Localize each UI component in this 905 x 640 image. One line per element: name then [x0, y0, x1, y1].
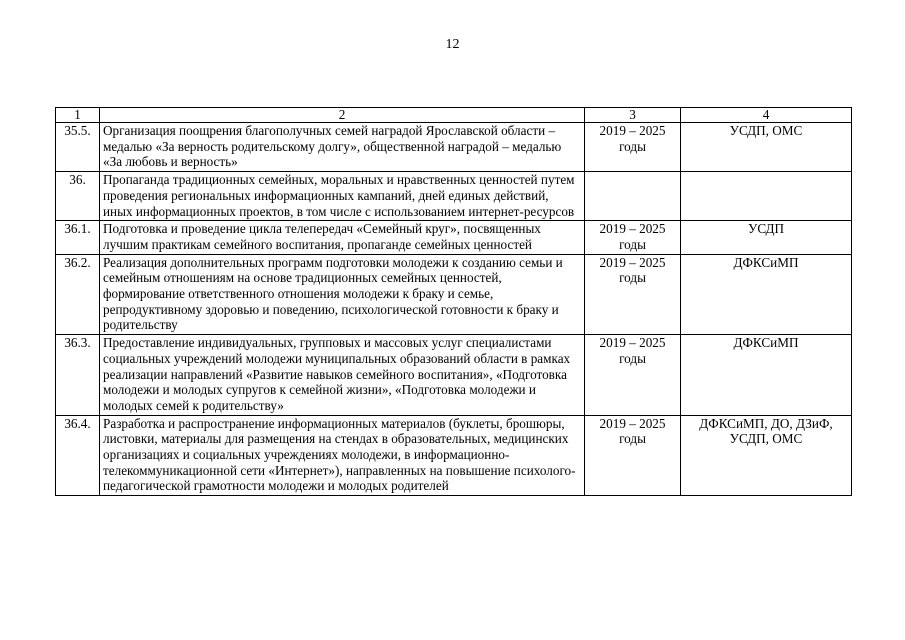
- item-period: 2019 – 2025 годы: [585, 221, 681, 254]
- item-executors: ДФКСиМП, ДО, ДЗиФ, УСДП, ОМС: [681, 415, 852, 496]
- item-period: 2019 – 2025 годы: [585, 415, 681, 496]
- header-col-4: 4: [681, 108, 852, 123]
- plan-table: [55, 107, 852, 496]
- item-number: 36.3.: [56, 335, 100, 416]
- header-col-2: 2: [100, 108, 585, 123]
- table-row: [56, 254, 852, 335]
- item-executors: УСДП: [681, 221, 852, 254]
- item-number: 36.: [56, 172, 100, 221]
- item-number: 36.4.: [56, 415, 100, 496]
- item-period: 2019 – 2025 годы: [585, 335, 681, 416]
- item-period: 2019 – 2025 годы: [585, 123, 681, 172]
- item-text: Пропаганда традиционных семейных, моральных и нравственных ценностей путем проведения региональных информационных кампаний, дней единых действий, иных информационных проектов, в том числе с использованием интернет-ресурсов: [100, 172, 585, 221]
- item-text: Предоставление индивидуальных, групповых и массовых услуг специалистами социальных учреждений молодежи муниципальных образований области в рамках реализации направлений «Развитие навыков семейного воспитания», «Подготовка молодежи и молодых супругов к семейной жизни», «Подготовка молодежи и молодых семей к родительству»: [100, 335, 585, 416]
- item-executors: ДФКСиМП: [681, 335, 852, 416]
- page-number: 12: [445, 37, 460, 52]
- item-number: 35.5.: [56, 123, 100, 172]
- item-text: Подготовка и проведение цикла телепередач «Семейный круг», посвященных лучшим практикам семейного воспитания, пропаганде семейных ценностей: [100, 221, 585, 254]
- item-period: 2019 – 2025 годы: [585, 254, 681, 335]
- item-text: Организация поощрения благополучных семей наградой Ярославской области – медалью «За верность родительскому долгу», общественной наградой – медалью «За любовь и верность»: [100, 123, 585, 172]
- table-row: [56, 415, 852, 496]
- item-period: [585, 172, 681, 221]
- item-text: Разработка и распространение информационных материалов (буклеты, брошюры, листовки, материалы для размещения на стендах в образовательных, медицинских организациях и социальных учреждениях молодежи, в информационно-телекоммуникационной сети «Интернет»), направленных на повышение психолого-педагогической грамотности молодежи и молодых родителей: [100, 415, 585, 496]
- item-executors: ДФКСиМП: [681, 254, 852, 335]
- header-col-3: 3: [585, 108, 681, 123]
- item-number: 36.1.: [56, 221, 100, 254]
- table-row: [56, 335, 852, 416]
- item-executors: [681, 172, 852, 221]
- header-row: [56, 108, 852, 123]
- table-row: [56, 172, 852, 221]
- item-number: 36.2.: [56, 254, 100, 335]
- item-executors: УСДП, ОМС: [681, 123, 852, 172]
- table-row: [56, 123, 852, 172]
- item-text: Реализация дополнительных программ подготовки молодежи к созданию семьи и семейным отношениям на основе традиционных семейных ценностей, формирование ответственного отношения молодежи к браку и семье, репродуктивному здоровью и поведению, психологической готовности к браку и родительству: [100, 254, 585, 335]
- header-col-1: 1: [56, 108, 100, 123]
- table-row: [56, 221, 852, 254]
